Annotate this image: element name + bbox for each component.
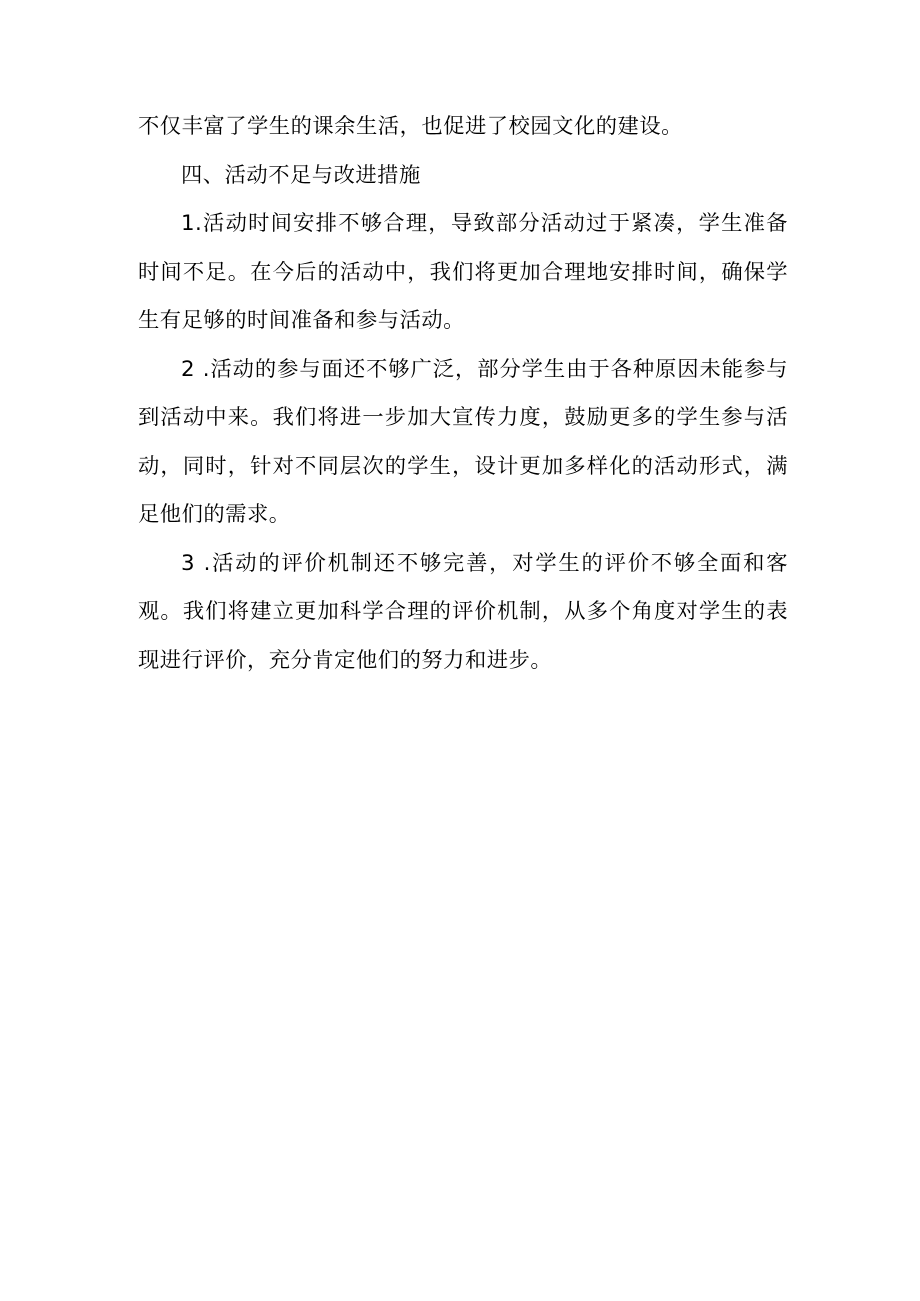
section-heading: 四、活动不足与改进措施 bbox=[181, 162, 421, 188]
continuation-paragraph: 不仅丰富了学生的课余生活，也促进了校园文化的建设。 bbox=[138, 114, 683, 139]
document-body bbox=[138, 103, 788, 685]
improvement-item-2: 2 .活动的参与面还不够广泛，部分学生由于各种原因未能参与到活动中来。我们将进一步加大宣传力度，鼓励更多的学生参与活动，同时，针对不同层次的学生，设计更加多样化的活动形式，满足他们的需求。 bbox=[138, 356, 788, 527]
improvement-item-3: 3 .活动的评价机制还不够完善，对学生的评价不够全面和客观。我们将建立更加科学合理的评价机制，从多个角度对学生的表现进行评价，充分肯定他们的努力和进步。 bbox=[138, 550, 788, 673]
improvement-item-1: 1.活动时间安排不够合理，导致部分活动过于紧凑，学生准备时间不足。在今后的活动中，我们将更加合理地安排时间，确保学生有足够的时间准备和参与活动。 bbox=[138, 211, 788, 333]
